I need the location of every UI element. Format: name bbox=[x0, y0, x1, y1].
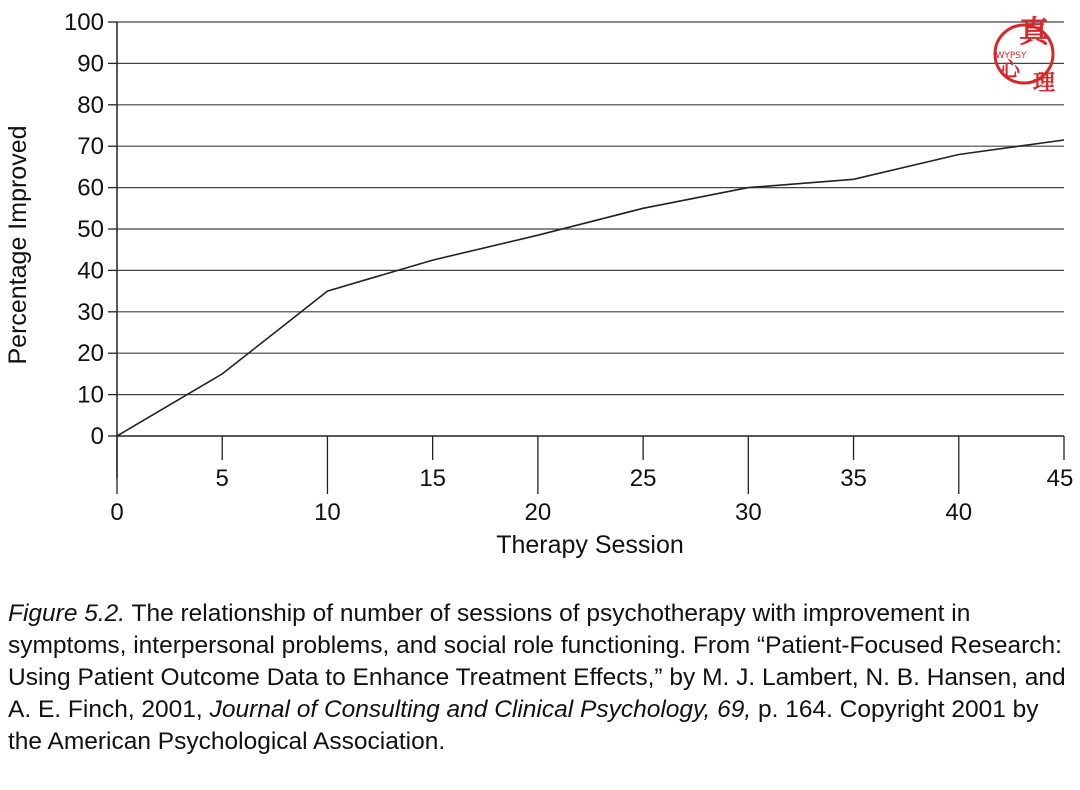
seal-glyph-top: 真 bbox=[1019, 15, 1049, 50]
y-tick-label: 100 bbox=[63, 9, 104, 36]
y-tick-label: 20 bbox=[77, 340, 104, 368]
y-tick-label: 70 bbox=[77, 133, 104, 161]
x-axis-ticks bbox=[110, 436, 1073, 526]
x-tick-label: 35 bbox=[840, 465, 867, 492]
y-axis-title: Percentage Improved bbox=[4, 125, 32, 365]
y-axis-ticks bbox=[64, 9, 117, 450]
y-tick-label: 10 bbox=[77, 381, 104, 409]
x-tick-label: 5 bbox=[215, 465, 229, 492]
x-tick-label: 20 bbox=[524, 499, 552, 526]
x-tick-label: 25 bbox=[629, 465, 657, 492]
caption-text-1: The relationship of number of sessions of psychotherapy with improvement in symptoms, interpersonal problems, and social role functioning. From “Patient-Focused Research: Using Patient Outcome Data to Enhance Treatment Effects,” by M. J. Lambert, N. B. Hansen, and A. E. Finch, 2001, bbox=[8, 600, 1066, 723]
y-tick-label: 30 bbox=[77, 298, 104, 326]
seal-label: WYPSY bbox=[995, 51, 1027, 61]
figure-label: Figure 5.2. bbox=[8, 600, 126, 627]
watermark-seal bbox=[990, 6, 1068, 98]
caption-text-2: p. 164. Copyright 2001 by the American Psychological Association. bbox=[8, 696, 1039, 755]
seal-glyph-mid: 心 bbox=[1000, 57, 1020, 81]
x-tick-label: 0 bbox=[110, 499, 124, 526]
x-tick-label: 45 bbox=[1046, 465, 1074, 492]
y-tick-label: 0 bbox=[90, 423, 104, 450]
y-tick-label: 40 bbox=[77, 257, 104, 285]
x-tick-label: 30 bbox=[734, 499, 762, 526]
figure-caption bbox=[8, 598, 1074, 758]
y-tick-label: 90 bbox=[77, 50, 104, 78]
x-tick-label: 15 bbox=[419, 465, 447, 492]
y-tick-label: 80 bbox=[77, 91, 104, 119]
gridlines bbox=[117, 22, 1064, 395]
x-tick-label: 40 bbox=[945, 499, 973, 526]
y-tick-label: 60 bbox=[77, 174, 104, 202]
journal-title: Journal of Consulting and Clinical Psychology, 69, bbox=[209, 696, 752, 723]
x-axis-title: Therapy Session bbox=[496, 531, 684, 559]
x-tick-label: 10 bbox=[314, 499, 341, 526]
series-line bbox=[117, 140, 1064, 436]
y-tick-label: 50 bbox=[77, 216, 104, 243]
caption-paragraph bbox=[8, 598, 1074, 758]
seal-glyph-bot: 理 bbox=[1032, 71, 1056, 96]
